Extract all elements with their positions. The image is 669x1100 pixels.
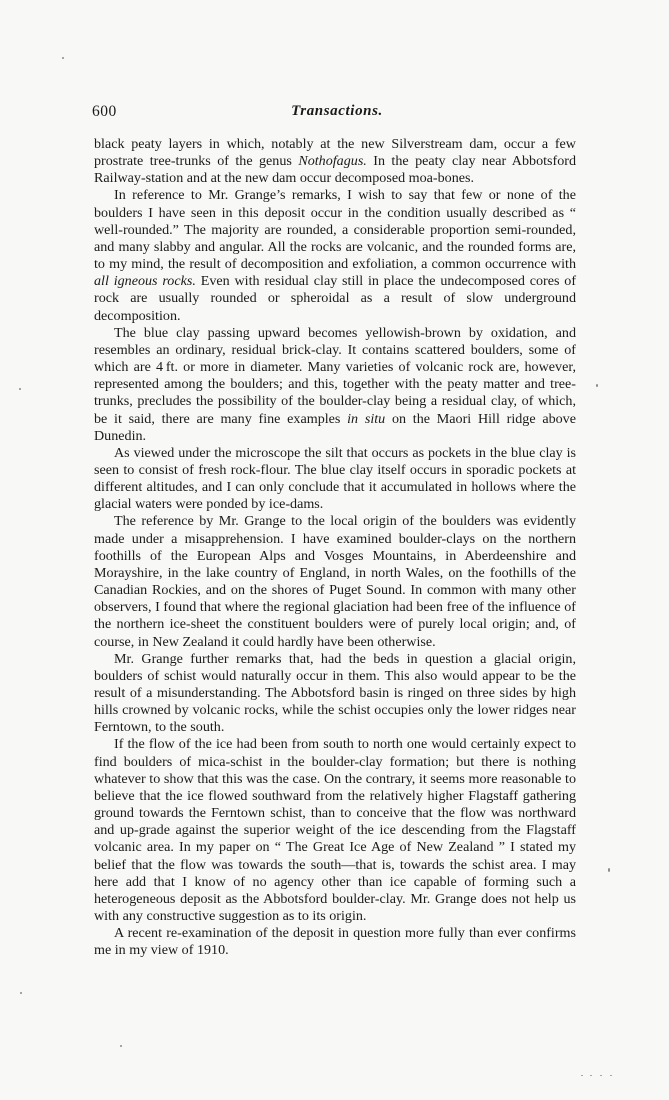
text-run: As viewed under the microscope the silt that occurs as pockets in the blue clay is seen to consist of fresh rock-flour. The blue clay itself occurs in sporadic pockets at different altitudes, and I can only conclude that it accumulated in hollows where the glacial waters were ponded by ice-dams. [94,444,576,513]
text-run: The reference by Mr. Grange to the local origin of the boulders was evidently made under a misapprehension. I have examined boulder-clays on the northern foothills of the European Alps and Vosges Mountains, in Aberdeenshire and Morayshire, in the lake country of England, in north Wales, on the foothills of the Canadian Rockies, and on the shores of Puget Sound. In common with many other observers, I found that where the regional glaciation had been free of the influence of the northern ice-sheet the constituent boulders were of purely local origin; and, of course, in New Zealand it could hardly have been otherwise. [94,513,576,650]
page-number: 600 [92,103,117,120]
paragraph [94,651,576,737]
text-run: Mr. Grange further remarks that, had the beds in question a glacial origin, boulders of schist would naturally occur in them. This also would appear to be the result of a misunderstanding. The Abbotsford basin is ringed on three sides by high hills crowned by volcanic rocks, while the schist occupies only the lower ridges near Ferntown, to the south. [94,650,576,736]
italic-text: all igneous rocks. [94,273,196,290]
paragraph [94,513,576,650]
body-text [94,136,576,960]
paragraph [94,136,576,187]
paragraph [94,445,576,514]
text-run: In reference to Mr. Grange’s remarks, I wish to say that few or none of the boulders I have seen in this deposit occur in the condition usually described as “ well-rounded.” The majority are rounded, a considerable proportion semi-rounded, and many slabby and angular. All the rocks are volcanic, and the rounded forms are, to my mind, the result of decomposition and exfoliation, a common occurrence with [94,187,576,273]
paragraph [94,925,576,959]
text-run: black peaty layers in which, notably at the new Silverstream dam, occur a few prostrate tree-trunks of the genus [94,136,576,170]
text-run: on the Maori Hill ridge above Dunedin. [94,410,576,444]
italic-text: in situ [347,410,386,427]
text-run: A recent re-examination of the deposit in question more fully than ever confirms me in my view of 1910. [94,925,576,959]
paragraph [94,736,576,925]
paragraph [94,325,576,445]
paragraph [94,187,576,324]
text-run: If the flow of the ice had been from south to north one would certainly expect to find boulders of mica-schist in the boulder-clay formation; but there is nothing whatever to show that this was the case. On the contrary, it seems more reasonable to believe that the ice flowed southward from the relatively higher Flagstaff gathering ground towards the Ferntown schist, than to conceive that the flow was northward and up-grade against the superior weight of the ice descending from the Flagstaff volcanic area. In my paper on “ The Great Ice Age of New Zealand ” I stated my belief that the flow was towards the south—that is, towards the schist area. I may here add that I know of no agency other than ice capable of forming such a heterogeneous deposit as the Abbotsford boulder-clay. Mr. Grange does not help us with any constructive suggestion as to its origin. [94,736,576,925]
text-run: In the peaty clay near Abbotsford Railway-station and at the new dam occur decomposed moa-bones. [94,153,577,187]
text-run: The blue clay passing upward becomes yellowish-brown by oxidation, and resembles an ordinary, residual brick-clay. It contains scattered boulders, some of which are 4 ft. or more in diameter. Many varieties of volcanic rock are, however, represented among the boulders; and this, together with the peaty matter and tree-trunks, precludes the possibility of the boulder-clay being a residual clay, of which, be it said, there are many fine examples [94,324,576,427]
running-head: Transactions. [291,103,383,119]
italic-text: Nothofagus. [298,153,367,170]
page-header [92,103,582,125]
text-run: Even with residual clay still in place the undecomposed cores of rock are usually rounded or spheroidal as a result of slow underground decomposition. [94,273,577,324]
